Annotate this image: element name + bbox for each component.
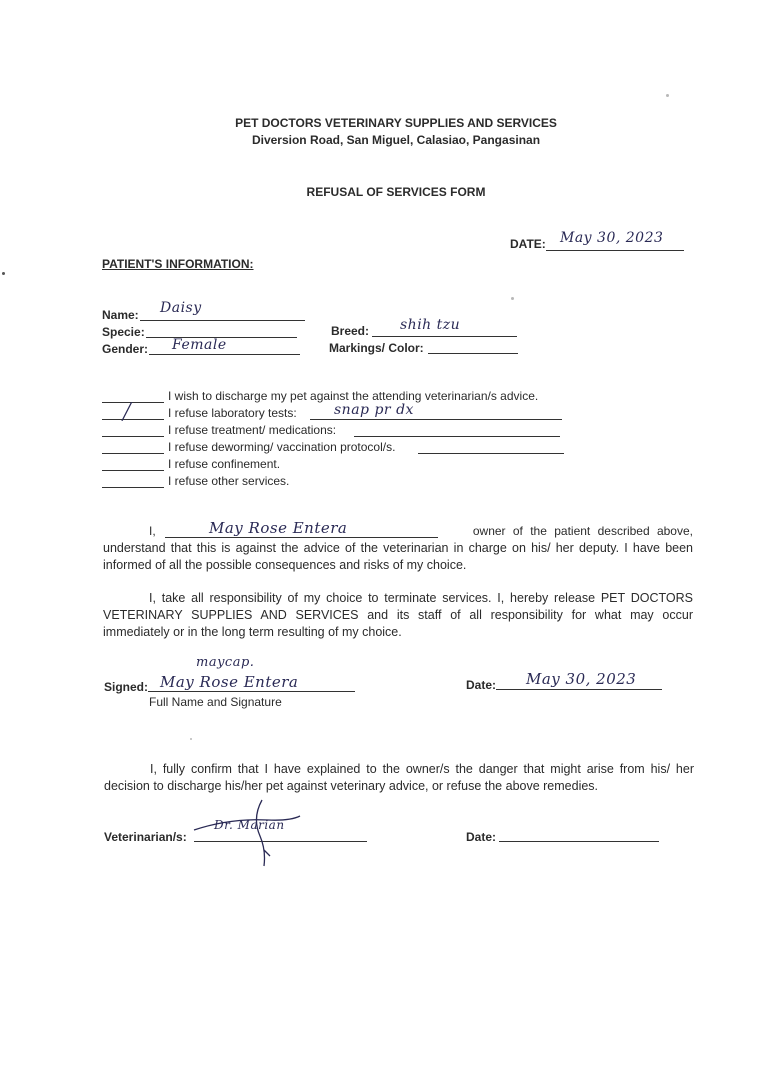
option-detail-line: [310, 419, 562, 420]
name-label: Name:: [102, 308, 139, 322]
owner-initials: maycap.: [196, 655, 255, 670]
option-mark: ╱: [122, 402, 133, 421]
veterinarian-date-line: [499, 841, 659, 842]
date-label: DATE:: [510, 237, 546, 251]
owner-name: May Rose Entera: [209, 519, 348, 537]
breed-line: [372, 336, 517, 337]
company-address: Diversion Road, San Miguel, Calasiao, Pangasinan: [251, 133, 541, 147]
form-title: REFUSAL OF SERVICES FORM: [306, 185, 486, 199]
option-text: I refuse laboratory tests:: [168, 406, 297, 420]
owner-date-value: May 30, 2023: [526, 670, 637, 688]
option-detail: snap pr dx: [334, 402, 414, 418]
veterinarian-label: Veterinarian/s:: [104, 830, 187, 844]
breed-value: shih tzu: [400, 317, 461, 333]
release-statement: I, take all responsibility of my choice to terminate services. I, hereby release PET DOCTORS VETERINARY SUPPLIES AND SERVICES and its staff of all responsibility for what may occur immediately or in the long term resulting of my choice.: [103, 591, 693, 639]
option-row: [102, 440, 572, 457]
option-text: I refuse treatment/ medications:: [168, 423, 337, 437]
option-row: [102, 474, 572, 491]
option-text: I wish to discharge my pet against the attending veterinarian/s advice.: [168, 389, 539, 403]
option-text: I refuse other services.: [168, 474, 290, 488]
scan-speck: [666, 94, 669, 97]
scan-speck: [511, 297, 514, 300]
markings-line: [428, 353, 518, 354]
owner-date-label: Date:: [466, 678, 497, 692]
option-detail-line: [354, 436, 560, 437]
option-blank: [102, 436, 164, 437]
option-text: I refuse confinement.: [168, 457, 281, 471]
gender-line: [149, 354, 300, 355]
owner-statement-prefix: I,: [149, 524, 156, 538]
signature-caption: Full Name and Signature: [149, 695, 282, 709]
options-list: [102, 389, 572, 491]
date-line: [546, 250, 684, 251]
date-value: May 30, 2023: [560, 230, 664, 246]
owner-date-line: [496, 689, 662, 690]
veterinarian-signature-stroke: [190, 796, 310, 872]
option-blank: [102, 453, 164, 454]
option-row: [102, 402, 572, 423]
owner-statement-text: understand that this is against the advice of the veterinarian in charge on his/ her deputy. I have been informed of all the possible consequences and risks of my choice.: [103, 541, 693, 572]
gender-label: Gender:: [102, 342, 149, 356]
name-line: [140, 320, 305, 321]
scan-speck: [2, 272, 5, 275]
owner-name-line: [165, 537, 438, 538]
owner-statement-line1: [103, 519, 693, 541]
signed-label: Signed:: [104, 680, 148, 694]
veterinarian-signature: Dr. Marian: [214, 818, 285, 832]
option-detail-line: [418, 453, 564, 454]
option-blank: [102, 470, 164, 471]
scan-speck: [190, 738, 192, 740]
option-row: [102, 423, 572, 440]
veterinarian-date-label: Date:: [466, 830, 497, 844]
breed-label: Breed:: [331, 324, 370, 338]
option-blank: [102, 402, 164, 403]
signed-line: [148, 691, 355, 692]
patient-info-heading: PATIENT'S INFORMATION:: [102, 257, 254, 271]
owner-signature: May Rose Entera: [160, 673, 299, 691]
company-name: PET DOCTORS VETERINARY SUPPLIES AND SERVICES: [235, 116, 557, 130]
option-blank: [102, 419, 164, 420]
gender-value: Female: [172, 337, 227, 353]
option-text: I refuse deworming/ vaccination protocol/s.: [168, 440, 396, 454]
option-row: [102, 457, 572, 474]
vet-statement: I, fully confirm that I have explained to the owner/s the danger that might arise from his/ her decision to discharge his/her pet against veterinary advice, or refuse the above remedies.: [104, 762, 694, 793]
option-blank: [102, 487, 164, 488]
name-value: Daisy: [160, 300, 202, 316]
owner-statement-suffix: owner of the patient described above,: [472, 524, 693, 538]
specie-label: Specie:: [102, 325, 145, 339]
markings-label: Markings/ Color:: [329, 341, 424, 355]
